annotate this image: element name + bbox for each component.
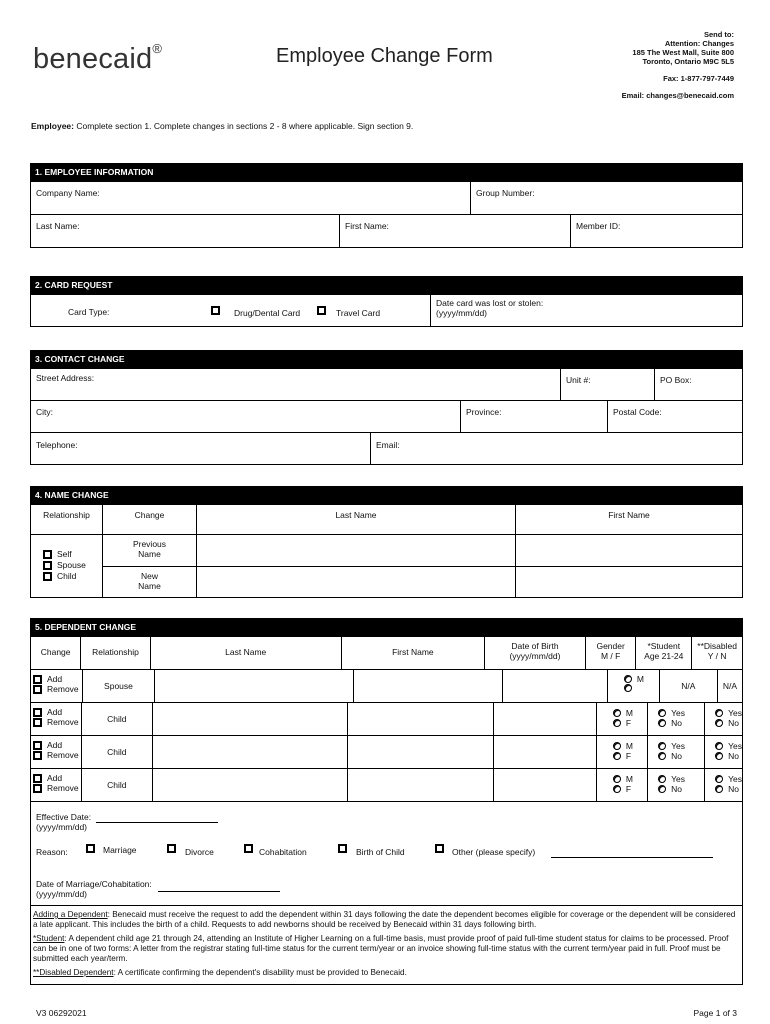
new-first-name-field[interactable] bbox=[516, 567, 742, 597]
section-header: 5. DEPENDENT CHANGE bbox=[30, 618, 743, 637]
disabled-no-radio[interactable] bbox=[715, 752, 723, 760]
student-no-radio[interactable] bbox=[658, 719, 666, 727]
postal-code-field[interactable]: Postal Code: bbox=[613, 407, 662, 417]
no-label: No bbox=[728, 751, 739, 761]
no-label: No bbox=[671, 784, 682, 794]
disabled-yes-radio[interactable] bbox=[715, 709, 723, 717]
email-field[interactable]: Email: bbox=[376, 440, 400, 450]
add-label: Add bbox=[47, 707, 63, 717]
dependent-dob-field[interactable] bbox=[494, 703, 597, 735]
relationship-value: Child bbox=[82, 736, 153, 768]
student-yes-radio[interactable] bbox=[658, 742, 666, 750]
no-label: No bbox=[728, 784, 739, 794]
section-header: 3. CONTACT CHANGE bbox=[30, 350, 743, 369]
m-label: M bbox=[625, 741, 633, 751]
drug-dental-label: Drug/Dental Card bbox=[234, 308, 301, 318]
disabled-no-radio[interactable] bbox=[715, 719, 723, 727]
gender-f-radio[interactable] bbox=[613, 752, 621, 760]
gender-m-radio[interactable] bbox=[624, 675, 632, 683]
effective-date-input[interactable] bbox=[96, 822, 218, 823]
disabled-na: N/A bbox=[722, 681, 737, 691]
disabled-no-radio[interactable] bbox=[715, 785, 723, 793]
company-name-field[interactable]: Company Name: bbox=[31, 182, 471, 214]
student-yes-radio[interactable] bbox=[658, 775, 666, 783]
m-label: M bbox=[636, 674, 644, 684]
section-header: 1. EMPLOYEE INFORMATION bbox=[30, 163, 743, 182]
add-label: Add bbox=[47, 740, 63, 750]
yes-label: Yes bbox=[728, 774, 742, 784]
col-gender: Gender M / F bbox=[586, 637, 636, 669]
gender-f-radio[interactable] bbox=[624, 684, 632, 692]
col-disabled: **Disabled Y / N bbox=[697, 641, 737, 661]
divorce-label: Divorce bbox=[185, 847, 214, 857]
section-header: 2. CARD REQUEST bbox=[30, 276, 743, 295]
section-header: 4. NAME CHANGE bbox=[30, 486, 743, 505]
other-checkbox[interactable] bbox=[435, 844, 444, 853]
no-label: No bbox=[728, 718, 739, 728]
remove-checkbox[interactable] bbox=[33, 784, 42, 793]
section-name-change bbox=[30, 486, 743, 598]
add-checkbox[interactable] bbox=[33, 774, 42, 783]
marriage-date-input[interactable] bbox=[158, 891, 280, 892]
last-name-field[interactable]: Last Name: bbox=[31, 215, 340, 247]
gender-f-radio[interactable] bbox=[613, 719, 621, 727]
add-checkbox[interactable] bbox=[33, 741, 42, 750]
no-label: No bbox=[671, 718, 682, 728]
yes-label: Yes bbox=[671, 741, 685, 751]
city-field[interactable]: City: bbox=[31, 401, 461, 432]
disabled-yes-radio[interactable] bbox=[715, 775, 723, 783]
dependent-row bbox=[31, 769, 742, 802]
yes-label: Yes bbox=[671, 708, 685, 718]
relationship-value: Child bbox=[82, 769, 153, 801]
send-to-address: Send to: Attention: Changes 185 The West Mall, Suite 800 Toronto, Ontario M9C 5L5 Fax: 1-877-797-7449 Email: changes@benecaid.com bbox=[621, 30, 734, 100]
gender-m-radio[interactable] bbox=[613, 775, 621, 783]
dependent-row bbox=[31, 670, 742, 703]
gender-m-radio[interactable] bbox=[613, 709, 621, 717]
dependent-first-name-field[interactable] bbox=[348, 769, 494, 801]
m-label: M bbox=[625, 774, 633, 784]
fax-number: Fax: 1-877-797-7449 bbox=[663, 74, 734, 83]
col-last-name: Last Name bbox=[151, 637, 342, 669]
col-date-of-birth: Date of Birth (yyyy/mm/dd) bbox=[485, 637, 586, 669]
benecaid-logo: benecaid® bbox=[33, 41, 163, 75]
dependent-dob-field[interactable] bbox=[494, 769, 597, 801]
gender-m-radio[interactable] bbox=[613, 742, 621, 750]
dependent-dob-field[interactable] bbox=[503, 670, 608, 702]
new-name-label: New Name bbox=[138, 571, 161, 591]
note-disabled: **Disabled Dependent: A certificate confirming the dependent's disability must be provided to Benecaid. bbox=[33, 968, 407, 977]
divorce-checkbox[interactable] bbox=[167, 844, 176, 853]
remove-label: Remove bbox=[47, 684, 79, 694]
gender-f-radio[interactable] bbox=[613, 785, 621, 793]
version-label: V3 06292021 bbox=[36, 1008, 87, 1018]
student-na: N/A bbox=[660, 670, 718, 702]
relationship-value: Spouse bbox=[83, 670, 155, 702]
yes-label: Yes bbox=[671, 774, 685, 784]
section-contact-change bbox=[30, 350, 743, 465]
note-student: *Student: A dependent child age 21 through 24, attending an Institute of Higher Learning on a full-time basis, must provide proof of paid full-time student status for claims to be processed. Proof can be in one of two forms: A letter from the registrar stating full-time status for the current term/year or an invoice showing full-time status with the current term/year paid in full. Proof must be submitted each year/term. bbox=[33, 934, 729, 963]
col-change: Change bbox=[103, 505, 196, 535]
spouse-checkbox[interactable] bbox=[43, 561, 52, 570]
form-title: Employee Change Form bbox=[276, 45, 493, 67]
dependent-row bbox=[31, 736, 742, 769]
travel-card-checkbox[interactable] bbox=[317, 306, 326, 315]
group-number-field[interactable]: Group Number: bbox=[476, 188, 535, 198]
telephone-field[interactable]: Telephone: bbox=[31, 433, 371, 464]
province-field[interactable]: Province: bbox=[461, 401, 608, 432]
m-label: M bbox=[625, 708, 633, 718]
yes-label: Yes bbox=[728, 708, 742, 718]
previous-first-name-field[interactable] bbox=[516, 535, 742, 567]
effective-reason-block bbox=[31, 802, 742, 906]
section-dependent-change bbox=[30, 618, 743, 985]
card-type-label: Card Type: bbox=[68, 307, 110, 317]
relationship-value: Child bbox=[82, 703, 153, 735]
po-box-field[interactable]: PO Box: bbox=[660, 375, 692, 385]
yes-label: Yes bbox=[728, 741, 742, 751]
col-relationship: Relationship bbox=[81, 637, 150, 669]
page-number: Page 1 of 3 bbox=[693, 1008, 737, 1018]
street-address-field[interactable]: Street Address: bbox=[31, 369, 561, 400]
remove-checkbox[interactable] bbox=[33, 718, 42, 727]
dependent-last-name-field[interactable] bbox=[153, 769, 348, 801]
col-first-name: First Name bbox=[342, 637, 485, 669]
notes-block bbox=[31, 906, 742, 984]
add-checkbox[interactable] bbox=[33, 675, 42, 684]
cohabitation-label: Cohabitation bbox=[259, 847, 307, 857]
col-change: Change bbox=[31, 637, 81, 669]
spouse-label: Spouse bbox=[57, 560, 86, 570]
unit-field[interactable]: Unit #: bbox=[561, 369, 655, 400]
student-yes-radio[interactable] bbox=[658, 709, 666, 717]
dependent-last-name-field[interactable] bbox=[153, 703, 348, 735]
self-checkbox[interactable] bbox=[43, 550, 52, 559]
add-label: Add bbox=[47, 773, 63, 783]
section-card-request bbox=[30, 276, 743, 327]
email-address: Email: changes@benecaid.com bbox=[621, 91, 734, 100]
remove-checkbox[interactable] bbox=[33, 685, 42, 694]
birth-of-child-checkbox[interactable] bbox=[338, 844, 347, 853]
cohabitation-checkbox[interactable] bbox=[244, 844, 253, 853]
intro-instructions: Employee: Complete section 1. Complete changes in sections 2 - 8 where applicable. Sign section 9. bbox=[31, 121, 414, 131]
dependent-last-name-field[interactable] bbox=[153, 736, 348, 768]
col-last-name: Last Name bbox=[197, 505, 515, 535]
remove-label: Remove bbox=[47, 717, 79, 727]
first-name-field[interactable]: First Name: bbox=[340, 215, 571, 247]
marriage-date-label: Date of Marriage/Cohabitation: (yyyy/mm/dd) bbox=[36, 879, 152, 899]
remove-label: Remove bbox=[47, 783, 79, 793]
dependent-row bbox=[31, 703, 742, 736]
travel-card-label: Travel Card bbox=[336, 308, 381, 318]
effective-date-label: Effective Date: (yyyy/mm/dd) bbox=[36, 812, 92, 832]
drug-dental-checkbox[interactable] bbox=[211, 306, 220, 315]
section-employee-information bbox=[30, 163, 743, 248]
previous-last-name-field[interactable] bbox=[197, 535, 515, 567]
no-label: No bbox=[671, 751, 682, 761]
dependent-last-name-field[interactable] bbox=[155, 670, 354, 702]
child-label: Child bbox=[57, 571, 77, 581]
student-no-radio[interactable] bbox=[658, 785, 666, 793]
marriage-checkbox[interactable] bbox=[86, 844, 95, 853]
birth-of-child-label: Birth of Child bbox=[356, 847, 405, 857]
previous-name-label: Previous Name bbox=[103, 535, 196, 567]
remove-checkbox[interactable] bbox=[33, 751, 42, 760]
col-student: *Student Age 21-24 bbox=[636, 637, 692, 669]
remove-label: Remove bbox=[47, 750, 79, 760]
new-last-name-field[interactable] bbox=[197, 567, 515, 597]
dependent-first-name-field[interactable] bbox=[354, 670, 503, 702]
other-label: Other (please specify) bbox=[452, 847, 536, 857]
other-specify-input[interactable] bbox=[551, 857, 713, 858]
student-no-radio[interactable] bbox=[658, 752, 666, 760]
note-adding-dependent: Adding a Dependent: Benecaid must receive the request to add the dependent within 31 days following the date the dependent becomes eligible for coverage or the dependent will be considered a late applicant. This includes the birth of a child. Requests to add newborns should be received by Benecaid within 31 days following birth. bbox=[33, 910, 736, 929]
lost-date-field[interactable]: Date card was lost or stolen: (yyyy/mm/dd) bbox=[436, 298, 544, 318]
dependent-dob-field[interactable] bbox=[494, 736, 597, 768]
col-first-name: First Name bbox=[516, 505, 742, 535]
dependent-first-name-field[interactable] bbox=[348, 736, 494, 768]
f-label: F bbox=[625, 751, 632, 761]
add-label: Add bbox=[47, 674, 63, 684]
col-relationship: Relationship bbox=[31, 505, 102, 535]
f-label: F bbox=[625, 784, 632, 794]
dependent-first-name-field[interactable] bbox=[348, 703, 494, 735]
reason-label: Reason: bbox=[36, 847, 68, 857]
child-checkbox[interactable] bbox=[43, 572, 52, 581]
marriage-label: Marriage bbox=[103, 845, 137, 855]
add-checkbox[interactable] bbox=[33, 708, 42, 717]
disabled-yes-radio[interactable] bbox=[715, 742, 723, 750]
f-label: F bbox=[625, 718, 632, 728]
member-id-field[interactable]: Member ID: bbox=[576, 221, 621, 231]
self-label: Self bbox=[57, 549, 72, 559]
